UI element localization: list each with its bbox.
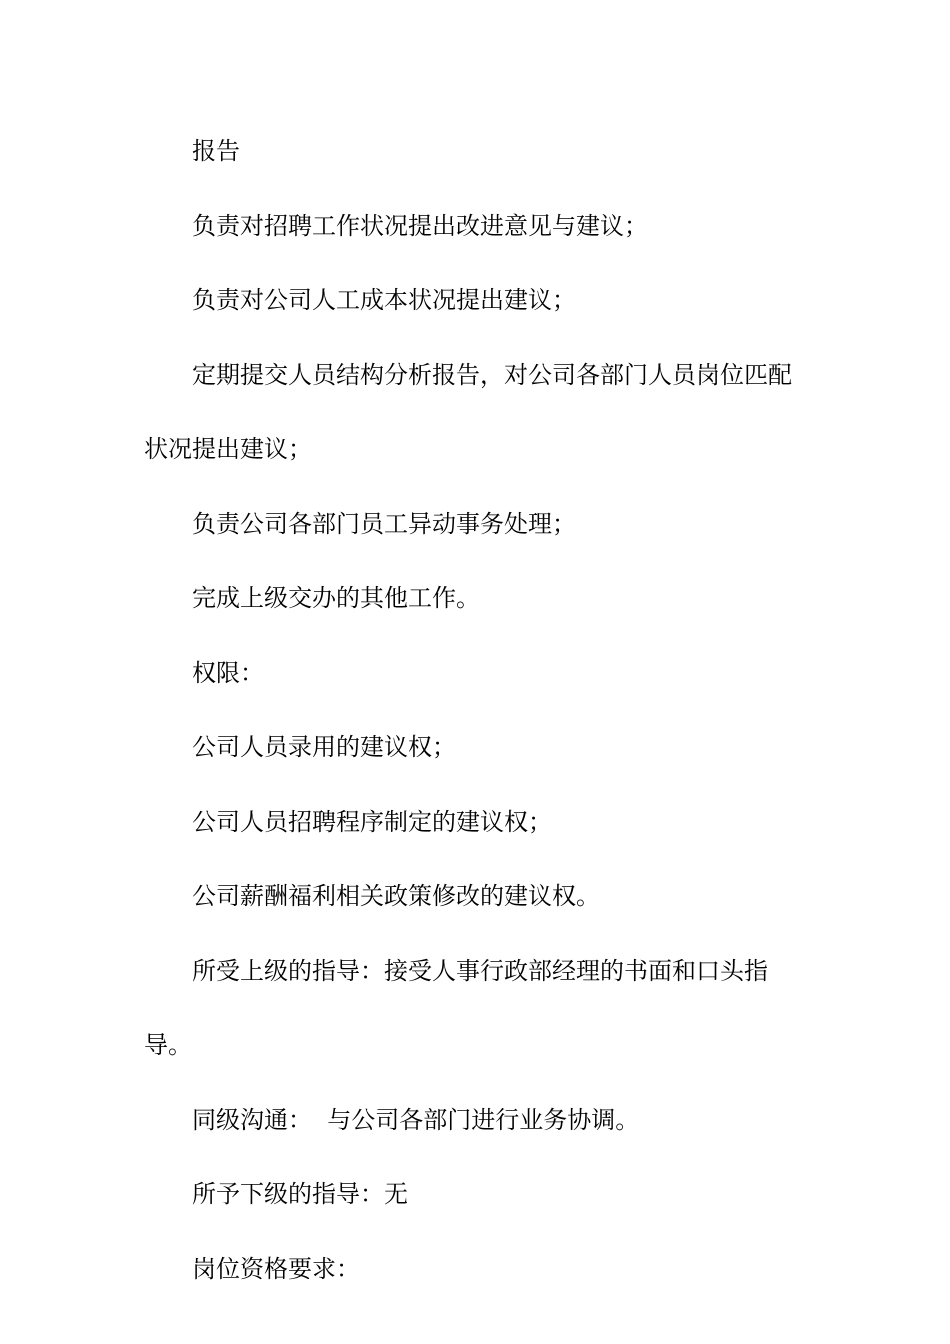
paragraph: 负责对招聘工作状况提出改进意见与建议； bbox=[192, 211, 648, 240]
paragraph: 公司人员录用的建议权； bbox=[192, 733, 456, 761]
paragraph: 同级沟通： 与公司各部门进行业务协调。 bbox=[192, 1105, 640, 1134]
paragraph: 所予下级的指导：无 bbox=[192, 1180, 408, 1208]
paragraph: 公司人员招聘程序制定的建议权； bbox=[192, 807, 552, 836]
paragraph: 负责对公司人工成本状况提出建议； bbox=[192, 286, 576, 314]
paragraph: 所受上级的指导：接受人事行政部经理的书面和口头指导。 bbox=[144, 956, 768, 1059]
paragraph: 岗位资格要求： bbox=[192, 1254, 360, 1283]
paragraph: 负责公司各部门员工异动事务处理； bbox=[192, 509, 576, 538]
paragraph: 公司薪酬福利相关政策修改的建议权。 bbox=[192, 882, 600, 910]
paragraph: 完成上级交办的其他工作。 bbox=[192, 584, 480, 612]
paragraph: 报告 bbox=[192, 137, 240, 165]
paragraph: 定期提交人员结构分析报告，对公司各部门人员岗位匹配状况提出建议； bbox=[144, 360, 792, 463]
paragraph-list bbox=[144, 114, 814, 1306]
paragraph: 权限： bbox=[192, 658, 264, 687]
